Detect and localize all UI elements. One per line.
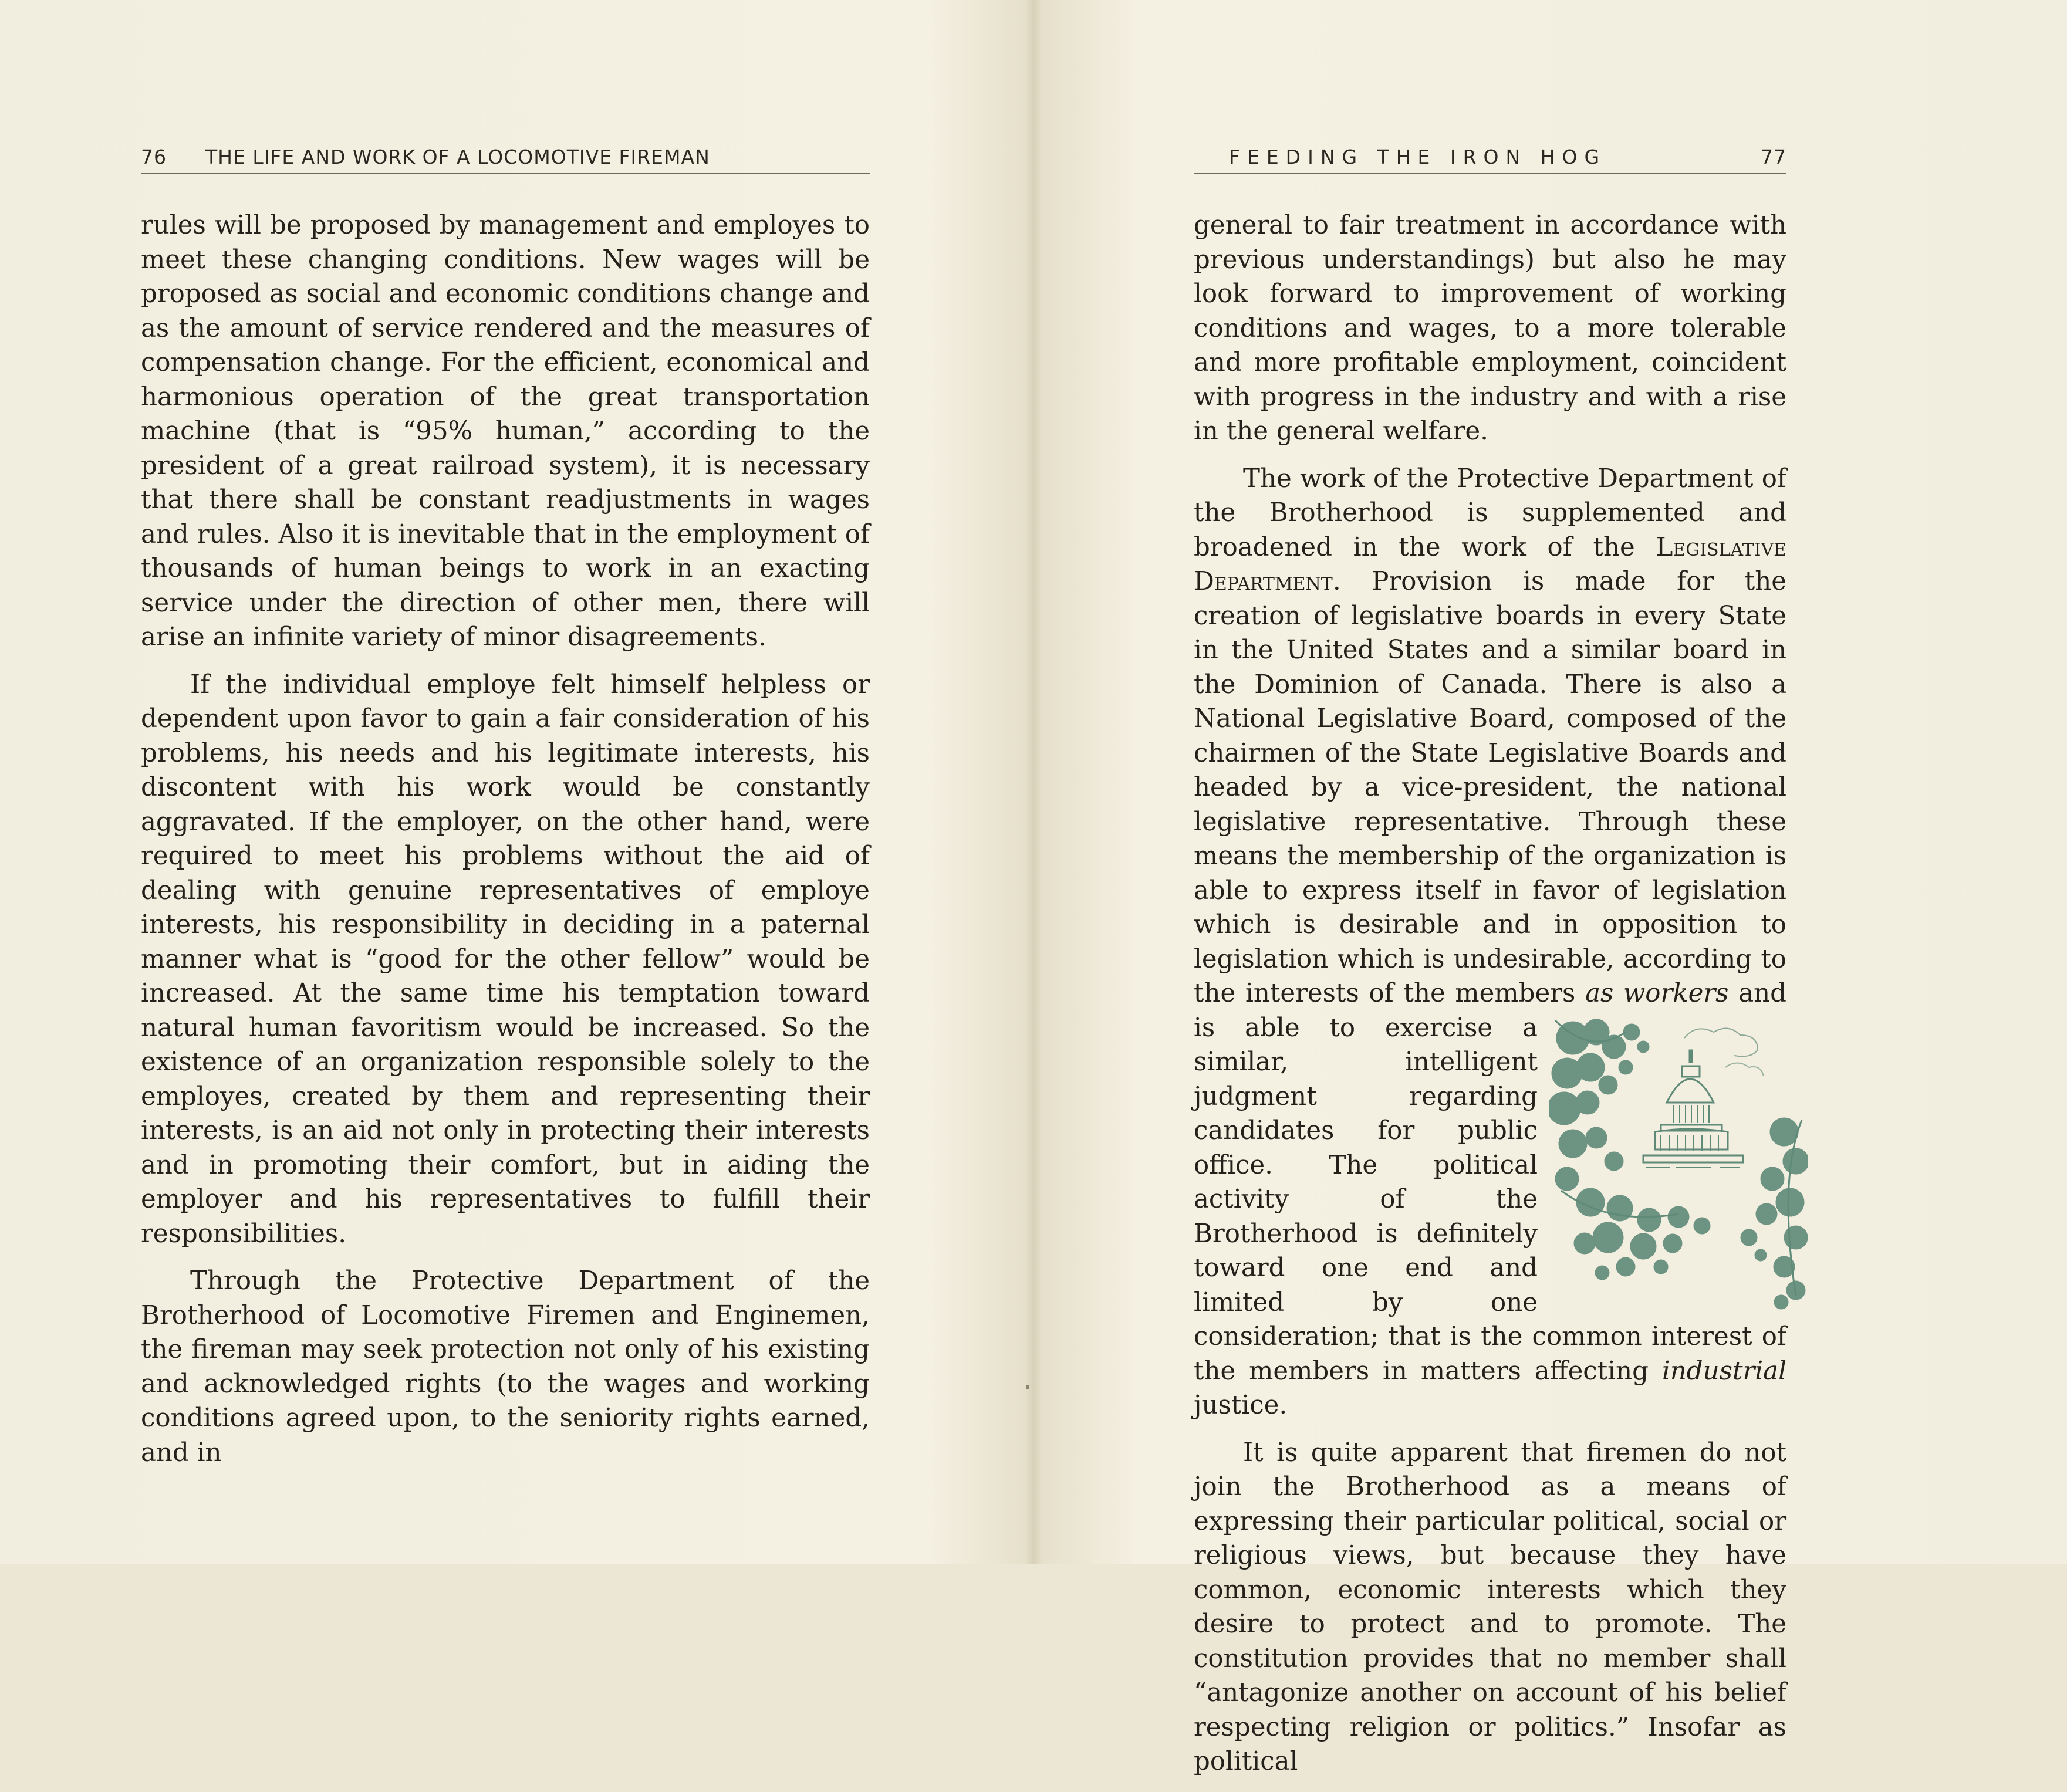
right-page-number: 77 [1761, 146, 1786, 168]
industrial-italic: industrial [1661, 1356, 1786, 1386]
right-running-head [1194, 146, 1786, 174]
capitol-dome-illustration [1549, 1015, 1808, 1314]
right-paragraph-1: general to fair treatment in accordance with previous understandings) but also he may look forward to improvement of working conditions and wages, to a more tolerable and more profitable employment, coincident with progress in the industry and with a rise in the general welfare. [1194, 211, 1786, 446]
as-workers-italic: as workers [1585, 979, 1729, 1008]
right-paragraph-3: It is quite apparent that firemen do not join the Brotherhood as a means of expressing their particular political, social or religious views, but because they have common, economic interests which they desire to protect and to promote. The constitution provides that no member shall “antagonize another on account of his belief respecting religion or politics.” Insofar as political [1194, 1438, 1786, 1776]
p2-mid2: and is able to exercise a similar, intelligent judgment regarding candidates for public office. The political activity of the Brotherhood is definitely toward one end and limited by one consideration; that is the common interest of the members in matters affecting [1194, 979, 1787, 1386]
left-paragraph-3: Through the Protective Department of the Brotherhood of Locomotive Firemen and Enginemen, the fireman may seek protection not only of his existing and acknowledged rights (to the wages and working conditions agreed upon, to the seniority rights earned, and in [141, 1266, 870, 1468]
p2-start: The work of the Protective Department of the Brotherhood is supplemented and broadened in the work of the [1194, 464, 1786, 562]
right-body-text [1194, 208, 1786, 1792]
left-running-title: THE LIFE AND WORK OF A LOCOMOTIVE FIREMAN [205, 146, 710, 168]
left-page [0, 0, 1034, 1564]
left-paragraph-2: If the individual employe felt himself helpless or dependent upon favor to gain a fair consideration of his problems, his needs and his legitimate interests, his discontent with his work would be constantly aggravated. If the employer, on the other hand, were required to meet his problems without the aid of dealing with genuine representatives of employe interests, his responsibility in deciding in a paternal manner what is “good for the other fellow” would be increased. At the same time his temptation toward natural human favoritism would be increased. So the existence of an organization responsible solely to the employes, created by them and representing their interests, is an aid not only in protecting their interests and in promoting their comfort, but in aiding the employer and his representatives to fulfill their responsibilities. [141, 670, 870, 1249]
left-running-head [141, 146, 870, 174]
left-page-number: 76 [141, 146, 167, 168]
left-body-text [141, 208, 870, 1483]
p2-end: justice. [1194, 1391, 1288, 1420]
right-running-title: FEEDING THE IRON HOG [1229, 146, 1607, 168]
p2-mid: Provision is made for the creation of legislative boards in every State in the United States and a similar board in the Dominion of Canada. There is also a National Legislative Board, composed of the chairmen of the State Legislative Boards and headed by a vice-president, the national legislative representative. Through these means the membership of the organization is able to express itself in favor of legislation which is desirable and in opposition to legislation which is undesirable, according to the interests of the members [1194, 567, 1787, 1008]
gutter-mark [1026, 1385, 1029, 1389]
left-paragraph-1: rules will be proposed by management and employes to meet these changing conditions. New wages will be proposed as social and economic conditions change and as the amount of service rendered and the measures of compensation change. For the efficient, economical and harmonious operation of the great transportation machine (that is “95% human,” according to the president of a great railroad system), it is necessary that there shall be constant readjustments in wages and rules. Also it is inevitable that in the employment of thousands of human beings to work in an exacting service under the direction of other men, there will arise an infinite variety of minor disagreements. [141, 211, 870, 652]
right-page [1034, 0, 2067, 1776]
legislative-department-heading: Legislative Department. [1194, 532, 1787, 596]
right-paragraph-2 [1194, 462, 1786, 1423]
